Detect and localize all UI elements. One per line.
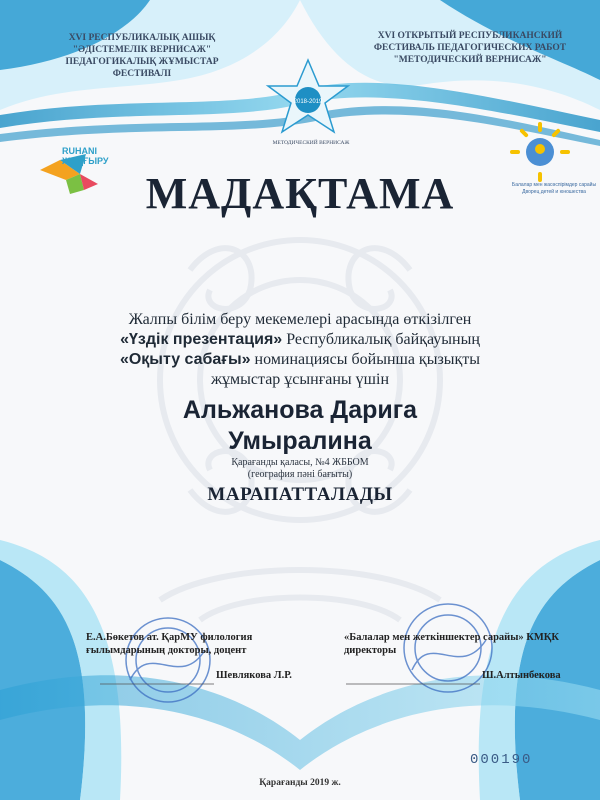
signer-right-name: Ш.Алтынбекова: [482, 670, 561, 681]
rukhani-logo-text: [62, 146, 109, 166]
signer-left-name: Шевлякова Л.Р.: [216, 670, 292, 681]
header-left-line: "ӘДІСТЕМЕЛІК ВЕРНИСАЖ": [72, 45, 212, 55]
body-line-2: [70, 330, 530, 350]
svg-text:2018-2019: 2018-2019: [293, 99, 323, 105]
header-right-ru: [360, 30, 580, 66]
header-left-line: XVI РЕСПУБЛИКАЛЫҚ АШЫҚ: [68, 33, 216, 43]
certificate-body: [70, 310, 530, 390]
body-line-4: жұмыстар ұсынғаны үшін: [210, 371, 390, 388]
center-logo-caption: МЕТОДИЧЕСКИЙ ВЕРНИСАЖ: [272, 140, 350, 146]
contest-name: «Үздік презентация»: [120, 331, 283, 348]
header-right-line: ФЕСТИВАЛЬ ПЕДАГОГИЧЕСКИХ РАБОТ: [373, 43, 567, 53]
header-right-line: "МЕТОДИЧЕСКИЙ ВЕРНИСАЖ": [393, 55, 547, 65]
signer-right-position: «Балалар мен жеткіншектер сарайы» КМҚК директоры: [344, 632, 560, 656]
body-line-1: Жалпы білім беру мекемелері арасында өткізілген: [128, 311, 472, 328]
recipient-name-line1: Альжанова Дарига: [182, 396, 418, 424]
header-right-line: XVI ОТКРЫТЫЙ РЕСПУБЛИКАНСКИЙ: [377, 31, 563, 41]
rukhani-line2: ЖАҢҒЫРУ: [62, 156, 109, 166]
signer-left-position: Е.А.Бөкетов ат. ҚарМУ филология ғылымдарының докторы, доцент: [86, 632, 253, 656]
recipient-name-line2: Умыралина: [228, 427, 372, 455]
org-line-2: (география пәні бағыты): [247, 469, 353, 480]
org-line-1: Қарағанды қаласы, №4 ЖББОМ: [231, 457, 369, 468]
header-left-line: ПЕДАГОГИКАЛЫҚ ЖҰМЫСТАР ФЕСТИВАЛІ: [65, 57, 219, 79]
rukhani-line1: RUHANI: [62, 146, 97, 156]
body-line-3-rest: номинациясы бойынша қызықты: [250, 351, 481, 368]
nomination-name: «Оқыту сабағы»: [119, 351, 251, 368]
balalar-logo-caption: Балалар мен жасөспірімдер сарайы Дворец детей и юношества: [511, 182, 597, 195]
serial-number: 000190: [470, 752, 533, 768]
award-verb: МАРАПАТТАЛАДЫ: [207, 484, 393, 505]
body-line-2-rest: Республикалық байқауының: [282, 331, 480, 348]
recipient-organization: [0, 457, 600, 481]
place-and-date: Қарағанды 2019 ж.: [259, 778, 341, 788]
body-line-3: [70, 350, 530, 370]
header-left-kz: [42, 32, 242, 80]
certificate-title: МАДАҚТАМА: [145, 169, 455, 218]
